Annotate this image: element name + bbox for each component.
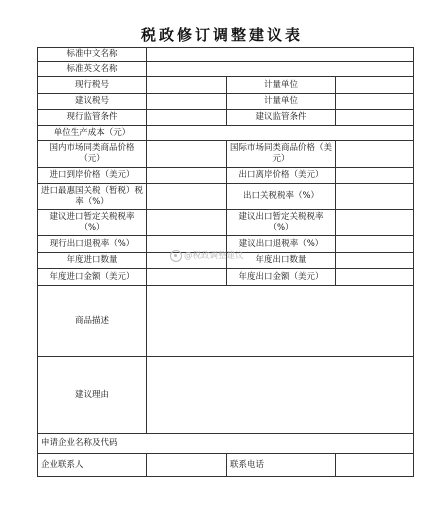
row-suggest-reason [38,357,414,434]
value-suggest-tax-no[interactable] [147,94,227,110]
value-suggest-export-rate[interactable] [336,210,414,236]
label-company-name[interactable]: 申请企业名称及代码 [38,434,414,454]
value-annual-import-amount[interactable] [147,269,227,286]
label-domestic-price: 国内市场同类商品价格（元） [38,141,147,168]
row-arrival-price [38,168,414,184]
label-suggest-reason: 建议理由 [38,357,147,434]
value-company-contact[interactable] [147,454,227,477]
label-suggest-export-rebate: 建议出口退税率（%） [227,236,336,253]
label-unit-cost: 单位生产成本（元） [38,126,147,141]
label-annual-import-qty: 年度进口数量 [38,253,147,269]
value-suggest-import-rate[interactable] [147,210,227,236]
watermark-text: @税政调整建议 [184,251,244,261]
row-contact [38,454,414,477]
row-current-tax-no [38,77,414,94]
label-export-departure-price: 出口离岸价格（美元） [227,168,336,184]
label-suggest-tax-no: 建议税号 [38,94,147,110]
value-suggest-supervision[interactable] [336,110,414,126]
value-annual-export-amount[interactable] [336,269,414,286]
label-suggest-supervision: 建议监管条件 [227,110,336,126]
label-std-en-name: 标准英文名称 [38,62,147,77]
label-unit: 计量单位 [227,77,336,94]
row-annual-amount [38,269,414,286]
label-contact-phone: 联系电话 [227,454,336,477]
label-export-tariff-rate: 出口关税税率（%） [227,184,336,210]
label-company-contact: 企业联系人 [38,454,147,477]
label-suggest-export-rate: 建议出口暂定关税税率（%） [227,210,336,236]
row-suggest-tax-no [38,94,414,110]
label-product-desc: 商品描述 [38,286,147,357]
row-std-cn-name [38,48,414,62]
label-annual-export-amount: 年度出口金额（美元） [227,269,336,286]
row-tariff-rate [38,184,414,210]
label-annual-import-amount: 年度进口金额（美元） [38,269,147,286]
value-current-supervision[interactable] [147,110,227,126]
value-suggest-reason[interactable] [147,357,414,434]
value-annual-export-qty[interactable] [336,253,414,269]
label-import-mfn-rate: 进口最惠国关税（暂税）税率（%） [38,184,147,210]
label-unit-2: 计量单位 [227,94,336,110]
value-contact-phone[interactable] [336,454,414,477]
weibo-icon [170,250,182,262]
value-std-cn-name[interactable] [147,48,414,62]
value-unit[interactable] [336,77,414,94]
value-suggest-export-rebate[interactable] [336,236,414,253]
watermark [170,249,288,263]
label-std-cn-name: 标准中文名称 [38,48,147,62]
value-export-departure-price[interactable] [336,168,414,184]
row-suggest-rate [38,210,414,236]
row-company-name [38,434,414,454]
value-domestic-price[interactable] [147,141,227,168]
value-export-tariff-rate[interactable] [336,184,414,210]
row-market-price [38,141,414,168]
label-suggest-import-rate: 建议进口暂定关税税率（%） [38,210,147,236]
value-unit-2[interactable] [336,94,414,110]
row-std-en-name [38,62,414,77]
form-title: 税政修订调整建议表 [140,26,303,44]
label-current-supervision: 现行监管条件 [38,110,147,126]
row-supervision [38,110,414,126]
value-unit-cost[interactable] [147,126,414,141]
label-import-arrival-price: 进口到岸价格（美元） [38,168,147,184]
row-unit-cost [38,126,414,141]
label-annual-export-qty: 年度出口数量 [227,253,336,269]
value-current-tax-no[interactable] [147,77,227,94]
value-product-desc[interactable] [147,286,414,357]
label-current-export-rebate: 现行出口退税率（%） [38,236,147,253]
value-std-en-name[interactable] [147,62,414,77]
label-intl-price: 国际市场同类商品价格（美元） [227,141,336,168]
row-product-desc [38,286,414,357]
value-import-mfn-rate[interactable] [147,184,227,210]
label-current-tax-no: 现行税号 [38,77,147,94]
value-import-arrival-price[interactable] [147,168,227,184]
value-intl-price[interactable] [336,141,414,168]
